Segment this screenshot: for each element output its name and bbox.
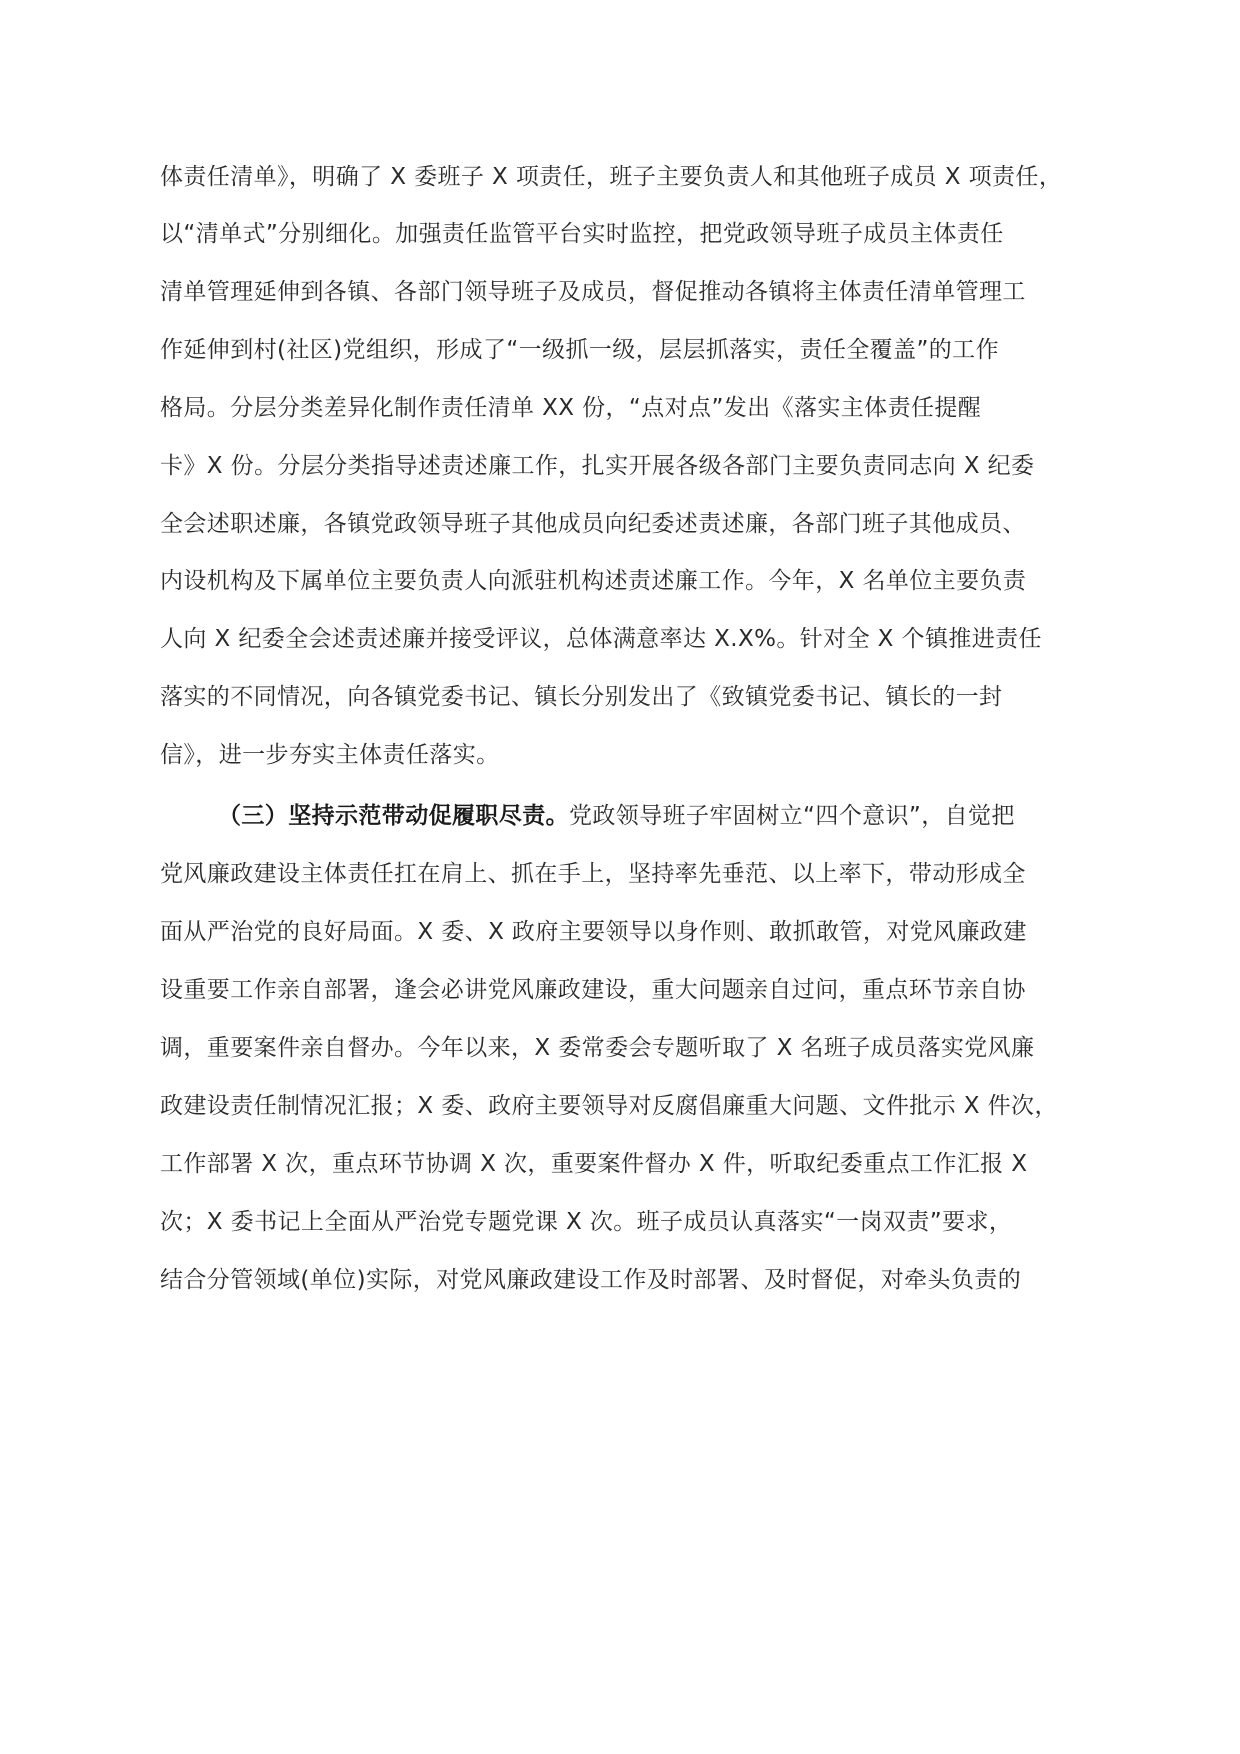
paragraph-line: 调，重要案件亲自督办。今年以来，X 委常委会专题听取了 X 名班子成员落实党风廉 [160, 1035, 1035, 1061]
paragraph-line: 作延伸到村(社区)党组织，形成了“一级抓一级，层层抓落实，责任全覆盖”的工作 [160, 337, 999, 363]
paragraph-line: 格局。分层分类差异化制作责任清单 XX 份，“点对点”发出《落实主体责任提醒 [160, 395, 982, 421]
paragraph-line: 卡》X 份。分层分类指导述责述廉工作，扎实开展各级各部门主要负责同志向 X 纪委 [160, 453, 1035, 479]
paragraph-line: 次；X 委书记上全面从严治党专题党课 X 次。班子成员认真落实“一岗双责”要求， [160, 1209, 1013, 1235]
paragraph-line: 设重要工作亲自部署，逢会必讲党风廉政建设，重大问题亲自过问，重点环节亲自协 [160, 977, 1026, 1003]
paragraph-line: 以“清单式”分别细化。加强责任监管平台实时监控，把党政领导班子成员主体责任 [160, 221, 1004, 247]
paragraph-line: 政建设责任制情况汇报；X 委、政府主要领导对反腐倡廉重大问题、文件批示 X 件次， [160, 1093, 1058, 1119]
paragraph-line: 落实的不同情况，向各镇党委书记、镇长分别发出了《致镇党委书记、镇长的一封 [160, 684, 1003, 710]
paragraph-line: 信》，进一步夯实主体责任落实。 [160, 742, 500, 768]
paragraph-line: 面从严治党的良好局面。X 委、X 政府主要领导以身作则、敢抓敢管，对党风廉政建 [160, 919, 1027, 945]
paragraph-line: 清单管理延伸到各镇、各部门领导班子及成员，督促推动各镇将主体责任清单管理工 [160, 279, 1026, 305]
paragraph-line: 党风廉政建设主体责任扛在肩上、抓在手上，坚持率先垂范、以上率下，带动形成全 [160, 861, 1026, 887]
paragraph-line: 内设机构及下属单位主要负责人向派驻机构述责述廉工作。今年，X 名单位主要负责 [160, 568, 1027, 594]
paragraph-line: 人向 X 纪委全会述责述廉并接受评议，总体满意率达 X.X%。针对全 X 个镇推进责任 [160, 626, 1042, 652]
paragraph-first-line [218, 796, 1100, 836]
paragraph-line: 工作部署 X 次，重点环节协调 X 次，重要案件督办 X 件，听取纪委重点工作汇报 X [160, 1151, 1028, 1177]
paragraph-line: 全会述职述廉，各镇党政领导班子其他成员向纪委述责述廉，各部门班子其他成员、 [160, 511, 1026, 537]
paragraph-line: 结合分管领域(单位)实际，对党风廉政建设工作及时部署、及时督促，对牵头负责的 [160, 1267, 1022, 1293]
paragraph-text: 党政领导班子牢固树立“四个意识”，自觉把 [569, 803, 1015, 829]
paragraph-line: 体责任清单》，明确了 X 委班子 X 项责任，班子主要负责人和其他班子成员 X 项责任， [160, 164, 1063, 190]
section-heading: （三）坚持示范带动促履职尽责。 [218, 803, 569, 829]
